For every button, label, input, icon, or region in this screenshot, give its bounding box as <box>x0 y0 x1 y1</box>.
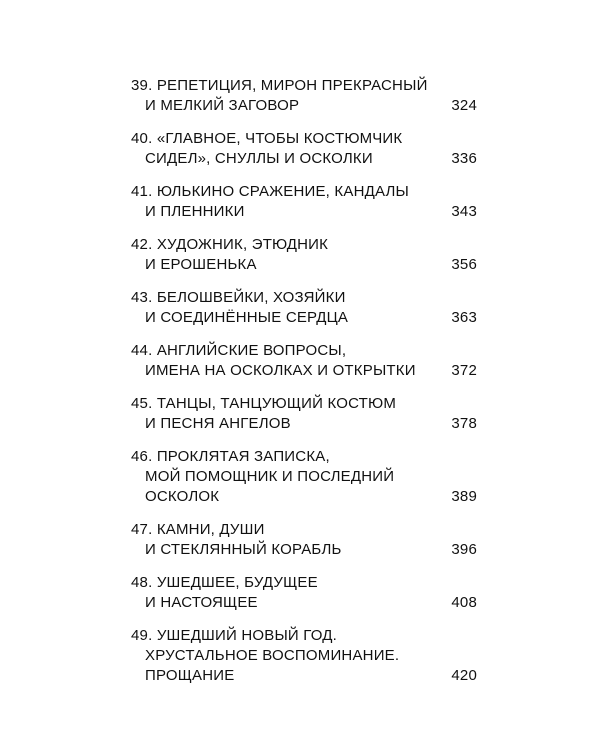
toc-entry-title-line: ХРУСТАЛЬНОЕ ВОСПОМИНАНИЕ. <box>145 647 400 664</box>
toc-entry <box>131 573 477 613</box>
toc-page-number: 389 <box>451 488 477 505</box>
toc-entry-title-line: И ПЛЕННИКИ <box>145 203 245 220</box>
toc-page-number: 372 <box>451 362 477 379</box>
toc-page-number: 324 <box>451 97 477 114</box>
toc-entry <box>131 394 477 434</box>
toc-page-number: 336 <box>451 150 477 167</box>
toc-entry <box>131 626 477 686</box>
toc-entry-title-line: ИМЕНА НА ОСКОЛКАХ И ОТКРЫТКИ <box>145 362 416 379</box>
toc-entry-title-line: ОСКОЛОК <box>145 488 220 505</box>
toc-page-number: 378 <box>451 415 477 432</box>
toc-entry-title-line: 41. ЮЛЬКИНО СРАЖЕНИЕ, КАНДАЛЫ <box>131 183 410 200</box>
toc-entry-title-line: МОЙ ПОМОЩНИК И ПОСЛЕДНИЙ <box>145 468 395 485</box>
toc-entry-title-line: И ПЕСНЯ АНГЕЛОВ <box>145 415 291 432</box>
toc-entry-title-line: 43. БЕЛОШВЕЙКИ, ХОЗЯЙКИ <box>131 289 346 306</box>
toc-entry <box>131 76 477 116</box>
toc-entry-title-line: 47. КАМНИ, ДУШИ <box>131 521 265 538</box>
toc-page-number: 363 <box>451 309 477 326</box>
toc-entry-title-line: 49. УШЕДШИЙ НОВЫЙ ГОД. <box>131 627 338 644</box>
toc-entry <box>131 182 477 222</box>
toc-page-number: 343 <box>451 203 477 220</box>
toc-entry-title-line: И МЕЛКИЙ ЗАГОВОР <box>145 97 300 114</box>
toc-entry-title-line: И ЕРОШЕНЬКА <box>145 256 257 273</box>
toc-entry-title-line: И НАСТОЯЩЕЕ <box>145 594 258 611</box>
toc-page-number: 396 <box>451 541 477 558</box>
toc-entry <box>131 288 477 328</box>
toc-entry-title-line: 40. «ГЛАВНОЕ, ЧТОБЫ КОСТЮМЧИК <box>131 130 403 147</box>
toc-entry <box>131 520 477 560</box>
toc-entry <box>131 341 477 381</box>
toc-page-number: 408 <box>451 594 477 611</box>
toc-entry <box>131 235 477 275</box>
toc-entry-title-line: И СОЕДИНЁННЫЕ СЕРДЦА <box>145 309 349 326</box>
toc-entry-title-line: 42. ХУДОЖНИК, ЭТЮДНИК <box>131 236 329 253</box>
toc-entry-title-line: 39. РЕПЕТИЦИЯ, МИРОН ПРЕКРАСНЫЙ <box>131 77 428 94</box>
toc-entry-title-line: И СТЕКЛЯННЫЙ КОРАБЛЬ <box>145 541 342 558</box>
toc-entry-title-line: 46. ПРОКЛЯТАЯ ЗАПИСКА, <box>131 448 330 465</box>
toc-page-number: 356 <box>451 256 477 273</box>
toc-entry-title-line: 44. АНГЛИЙСКИЕ ВОПРОСЫ, <box>131 342 347 359</box>
table-of-contents <box>131 76 477 699</box>
toc-entry-title-line: 48. УШЕДШЕЕ, БУДУЩЕЕ <box>131 574 318 591</box>
toc-entry-title-line: 45. ТАНЦЫ, ТАНЦУЮЩИЙ КОСТЮМ <box>131 395 397 412</box>
toc-entry-title-line: ПРОЩАНИЕ <box>145 667 235 684</box>
toc-entry <box>131 447 477 507</box>
toc-entry-title-line: СИДЕЛ», СНУЛЛЫ И ОСКОЛКИ <box>145 150 373 167</box>
toc-entry <box>131 129 477 169</box>
toc-page-number: 420 <box>451 667 477 684</box>
